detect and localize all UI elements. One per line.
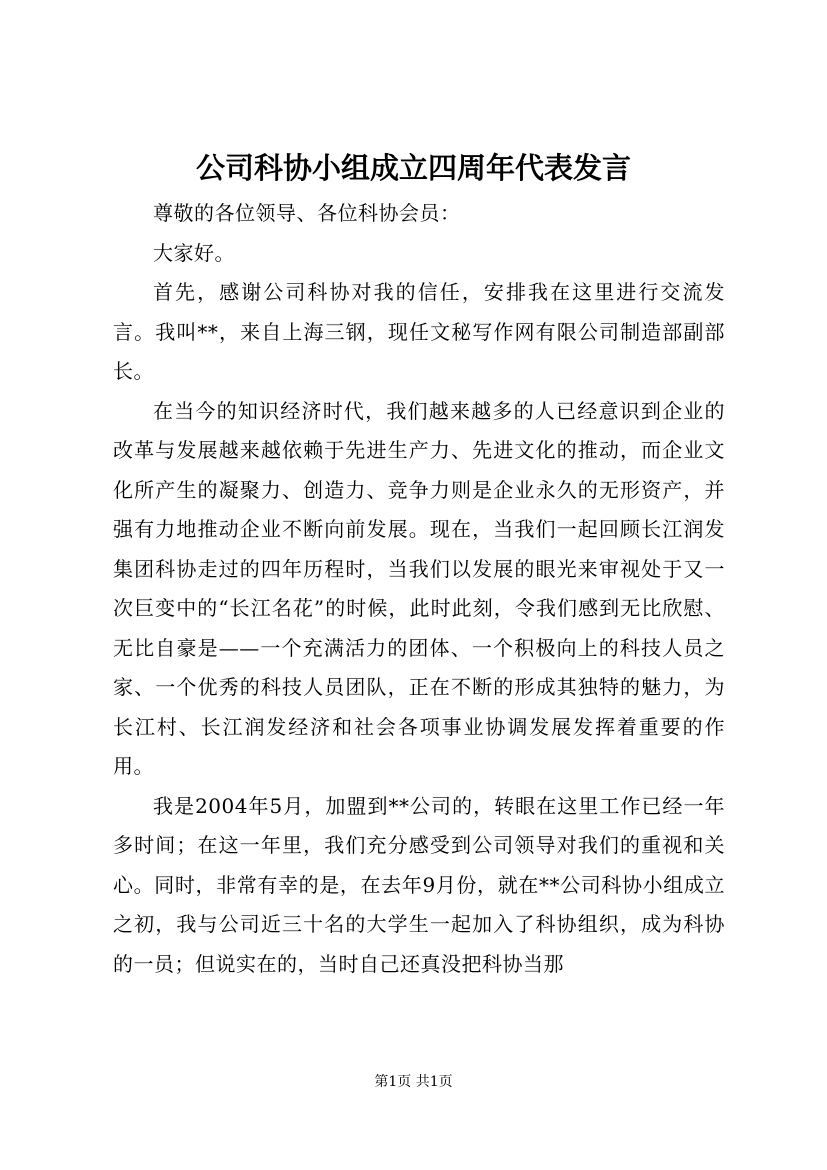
salutation-paragraph: 尊敬的各位领导、各位科协会员： <box>153 201 461 225</box>
introduction-paragraph: 首先，感谢公司科协对我的信任，安排我在这里进行交流发言。我叫**，来自上海三钢，现任文秘写作网有限公司制造部副部长。 <box>113 280 725 383</box>
context-paragraph: 在当今的知识经济时代，我们越来越多的人已经意识到企业的改革与发展越来越依赖于先进生产力、先进文化的推动，而企业文化所产生的凝聚力、创造力、竞争力则是企业永久的无形资产，并强有力地推动企业不断向前发展。现在，当我们一起回顾长江润发集团科协走过的四年历程时，当我们以发展的眼光来审视处于又一次巨变中的“长江名花”的时候，此时此刻，令我们感到无比欣慰、无比自豪是——一个充满活力的团体、一个积极向上的科技人员之家、一个优秀的科技人员团队，正在不断的形成其独特的魅力，为长江村、长江润发经济和社会各项事业协调发展发挥着重要的作用。 <box>113 398 725 778</box>
greeting-paragraph: 大家好。 <box>153 240 235 265</box>
document-title: 公司科协小组成立四周年代表发言 <box>195 151 631 185</box>
experience-paragraph: 我是2004年5月，加盟到**公司的，转眼在这里工作已经一年多时间；在这一年里，我们充分感受到公司领导对我们的重视和关心。同时，非常有幸的是，在去年9月份，就在**公司科协小组成立之初，我与公司近三十名的大学生一起加入了科协组织，成为科协的一员；但说实在的，当时自己还真没把科协当那 <box>113 793 725 976</box>
page-footer: 第1页 共1页 <box>374 1074 453 1090</box>
document-body <box>113 194 725 984</box>
